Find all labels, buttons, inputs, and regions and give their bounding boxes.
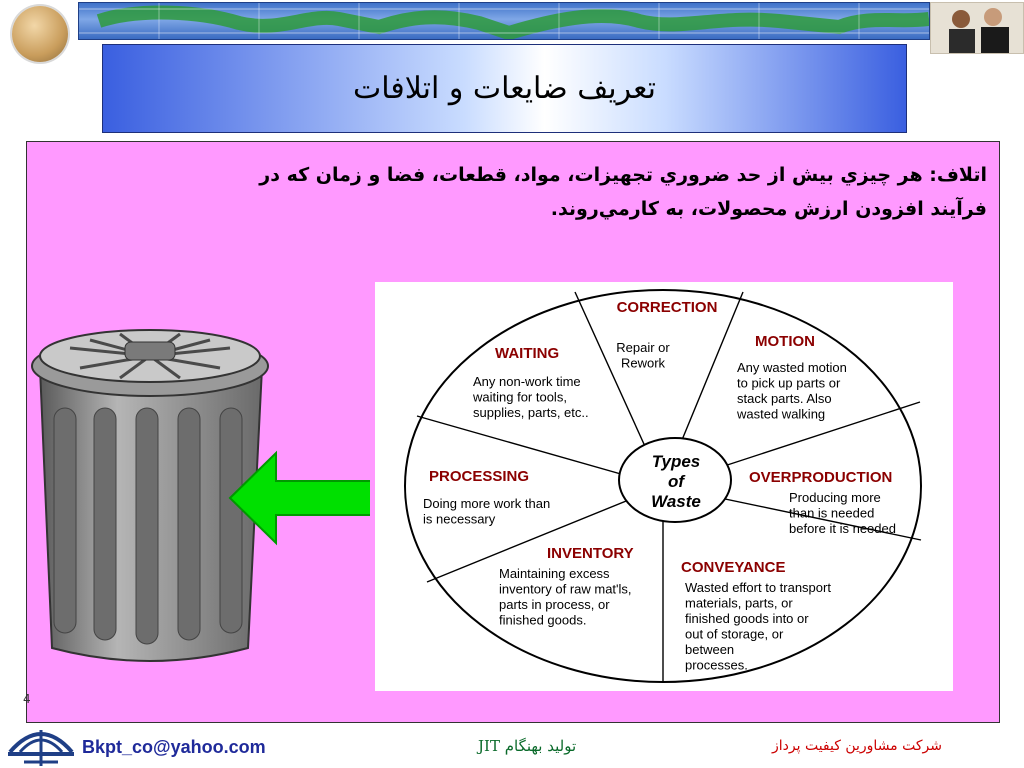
title-banner xyxy=(102,44,907,133)
segment-desc-line: supplies, parts, etc.. xyxy=(473,405,589,420)
segment-desc-line: Any non-work time xyxy=(473,374,581,389)
segment-desc-line: to pick up parts or xyxy=(737,375,841,391)
definition-text xyxy=(27,158,987,226)
segment-desc-line: Wasted effort to transport xyxy=(685,580,831,595)
segment-desc-line: processes. xyxy=(685,657,748,673)
footer-email-link[interactable]: Bkpt_co@yahoo.com xyxy=(82,737,266,757)
footer-topic: توليد بهنگام JIT xyxy=(478,737,577,755)
footer-company-name: شرکت مشاورین کیفیت پرداز xyxy=(772,738,942,754)
center-label-line: Types xyxy=(651,452,701,471)
header-map-banner xyxy=(78,2,930,40)
business-people-image xyxy=(930,2,1024,54)
segment-desc-line: Any wasted motion xyxy=(737,360,847,375)
segment-desc-line: Rework xyxy=(620,355,666,371)
definition-line-1: اتلاف: هر چيزي بيش از حد ضروري تجهيزات، مواد، قطعات، فضا و زمان كه در xyxy=(259,164,987,186)
segment-desc-line: Repair or xyxy=(616,340,670,355)
segment-desc-line: materials, parts, or xyxy=(685,595,793,611)
segment-desc-line: out of storage, or xyxy=(685,626,784,642)
page-number: 4 xyxy=(23,692,31,706)
segment-title-inventory: INVENTORY xyxy=(547,545,634,562)
segment-desc-line: before it is needed xyxy=(789,521,896,536)
segment-desc-line: than is needed xyxy=(789,505,875,521)
center-label-line: Waste xyxy=(651,492,701,511)
center-label-line: of xyxy=(667,472,685,491)
segment-desc-line: wasted walking xyxy=(737,406,826,422)
trash-can-icon xyxy=(30,318,370,688)
segment-title-conveyance: CONVEYANCE xyxy=(681,559,786,576)
segment-desc-line: stack parts. Also xyxy=(737,391,832,406)
segment-desc-line: between xyxy=(685,642,735,657)
segment-desc-line: inventory of raw mat'ls, xyxy=(499,581,632,597)
company-logo-icon xyxy=(6,722,76,768)
globe-icon xyxy=(12,6,68,62)
segment-title-correction: CORRECTION xyxy=(616,299,718,316)
segment-title-overproduction: OVERPRODUCTION xyxy=(749,469,893,486)
segment-desc-line: is necessary xyxy=(423,511,496,527)
segment-desc-line: Producing more xyxy=(789,490,881,505)
segment-desc-line: Maintaining excess xyxy=(499,566,610,581)
segment-title-processing: PROCESSING xyxy=(429,468,530,485)
segment-desc-line: parts in process, or xyxy=(499,597,610,612)
segment-desc-line: waiting for tools, xyxy=(473,389,567,405)
segment-desc-line: finished goods into or xyxy=(685,611,809,626)
segment-title-motion: MOTION xyxy=(755,333,815,350)
segment-desc-line: Doing more work than xyxy=(423,496,551,511)
segment-desc-line: finished goods. xyxy=(499,612,587,628)
definition-line-2: فرآيند افزودن ارزش محصولات، به كارمي‌روند. xyxy=(550,198,987,220)
types-of-waste-diagram xyxy=(375,282,953,691)
segment-title-waiting: WAITING xyxy=(495,345,560,362)
page-title: تعریف ضایعات و اتلافات xyxy=(352,71,656,106)
